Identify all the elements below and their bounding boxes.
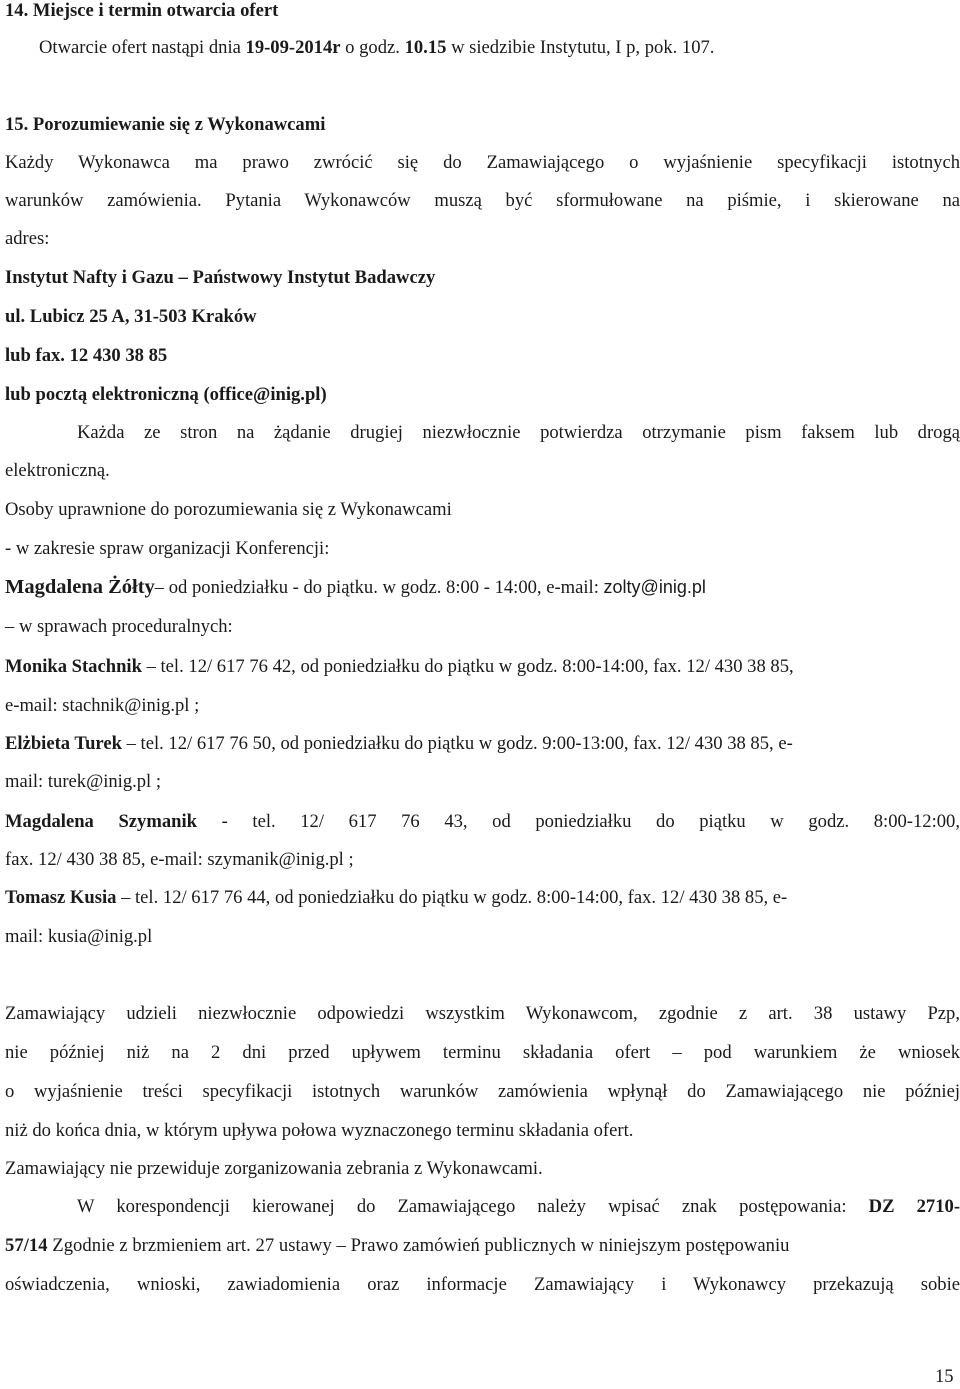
paragraph-line: elektroniczną. [5,460,110,481]
paragraph-line: Każdy Wykonawca ma prawo zwrócić się do Zamawiającego o wyjaśnienie specyfikacji istotnych [5,152,960,173]
contact-name: Magdalena Żółty [5,576,155,598]
section-14-heading: 14. Miejsce i termin otwarcia ofert [5,0,279,21]
case-number: DZ 2710- [868,1196,960,1217]
email-link[interactable]: zolty@inig.pl [603,577,706,597]
paragraph-line: oświadczenia, wnioski, zawiadomienia oraz informacje Zamawiający i Wykonawcy przekazują sobie [5,1274,960,1295]
contact-szymanik-email: fax. 12/ 430 38 85, e-mail: szymanik@inig.pl ; [5,849,354,870]
contact-name: Magdalena Szymanik [5,811,197,832]
opening-time: 10.15 [404,37,447,58]
paragraph-line: o wyjaśnienie treści specyfikacji istotnych warunków zamówienia wpłynął do Zamawiającego nie później [5,1081,960,1102]
correspondence-line-2: 57/14 Zgodnie z brzmieniem art. 27 ustawy – Prawo zamówień publicznych w niniejszym postępowaniu [5,1235,790,1256]
page-number: 15 [935,1366,954,1387]
case-number: 57/14 [5,1235,48,1256]
opening-date: 19-09-2014r [245,37,341,58]
contact-name: Monika Stachnik [5,656,142,677]
address-fax: lub fax. 12 430 38 85 [5,345,168,366]
procedural-scope: – w sprawach proceduralnych: [5,616,233,637]
paragraph-line: warunków zamówienia. Pytania Wykonawców muszą być sformułowane na piśmie, i skierowane na [5,190,960,211]
contact-turek-email: mail: turek@inig.pl ; [5,771,162,792]
paragraph-line: Każda ze stron na żądanie drugiej niezwłocznie potwierdza otrzymanie pism faksem lub drogą [77,422,960,443]
contact-name: Tomasz Kusia [5,887,117,908]
paragraph-line: niż do końca dnia, w którym upływa połowa wyznaczonego terminu składania ofert. [5,1120,634,1141]
contact-zolty: Magdalena Żółty– od poniedziałku - do piątku. w godz. 8:00 - 14:00, e-mail: zolty@inig.pl [5,576,706,598]
contact-szymanik: Magdalena Szymanik - tel. 12/ 617 76 43, od poniedziałku do piątku w godz. 8:00-12:00, [5,811,960,832]
contact-persons-heading: Osoby uprawnione do porozumiewania się z Wykonawcami [5,499,452,520]
contact-kusia: Tomasz Kusia – tel. 12/ 617 76 44, od poniedziałku do piątku w godz. 8:00-14:00, fax. 12/ 430 38 85, e- [5,887,788,908]
contact-turek: Elżbieta Turek – tel. 12/ 617 76 50, od poniedziałku do piątku w godz. 9:00-13:00, fax. 12/ 430 38 85, e- [5,733,793,754]
paragraph-line: Zamawiający nie przewiduje zorganizowania zebrania z Wykonawcami. [5,1158,543,1179]
paragraph-line: nie później niż na 2 dni przed upływem terminu składania ofert – pod warunkiem że wniosek [5,1042,960,1063]
address-street: ul. Lubicz 25 A, 31-503 Kraków [5,306,257,327]
contact-name: Elżbieta Turek [5,733,122,754]
organization-scope: - w zakresie spraw organizacji Konferencji: [5,538,330,559]
contact-kusia-email: mail: kusia@inig.pl [5,926,153,947]
opening-info: Otwarcie ofert nastąpi dnia 19-09-2014r o godz. 10.15 w siedzibie Instytutu, I p, pok. 107. [39,37,715,58]
address-institute: Instytut Nafty i Gazu – Państwowy Instytut Badawczy [5,267,436,288]
paragraph-line: Zamawiający udzieli niezwłocznie odpowiedzi wszystkim Wykonawcom, zgodnie z art. 38 ustawy Pzp, [5,1003,960,1024]
paragraph-line: adres: [5,228,50,249]
contact-stachnik: Monika Stachnik – tel. 12/ 617 76 42, od poniedziałku do piątku w godz. 8:00-14:00, fax. 12/ 430 38 85, [5,656,794,677]
correspondence-line-1: W korespondencji kierowanej do Zamawiającego należy wpisać znak postępowania: DZ 2710- [77,1196,960,1217]
contact-stachnik-email: e-mail: stachnik@inig.pl ; [5,695,200,716]
address-email: lub pocztą elektroniczną (office@inig.pl) [5,384,327,405]
section-15-heading: 15. Porozumiewanie się z Wykonawcami [5,114,326,135]
